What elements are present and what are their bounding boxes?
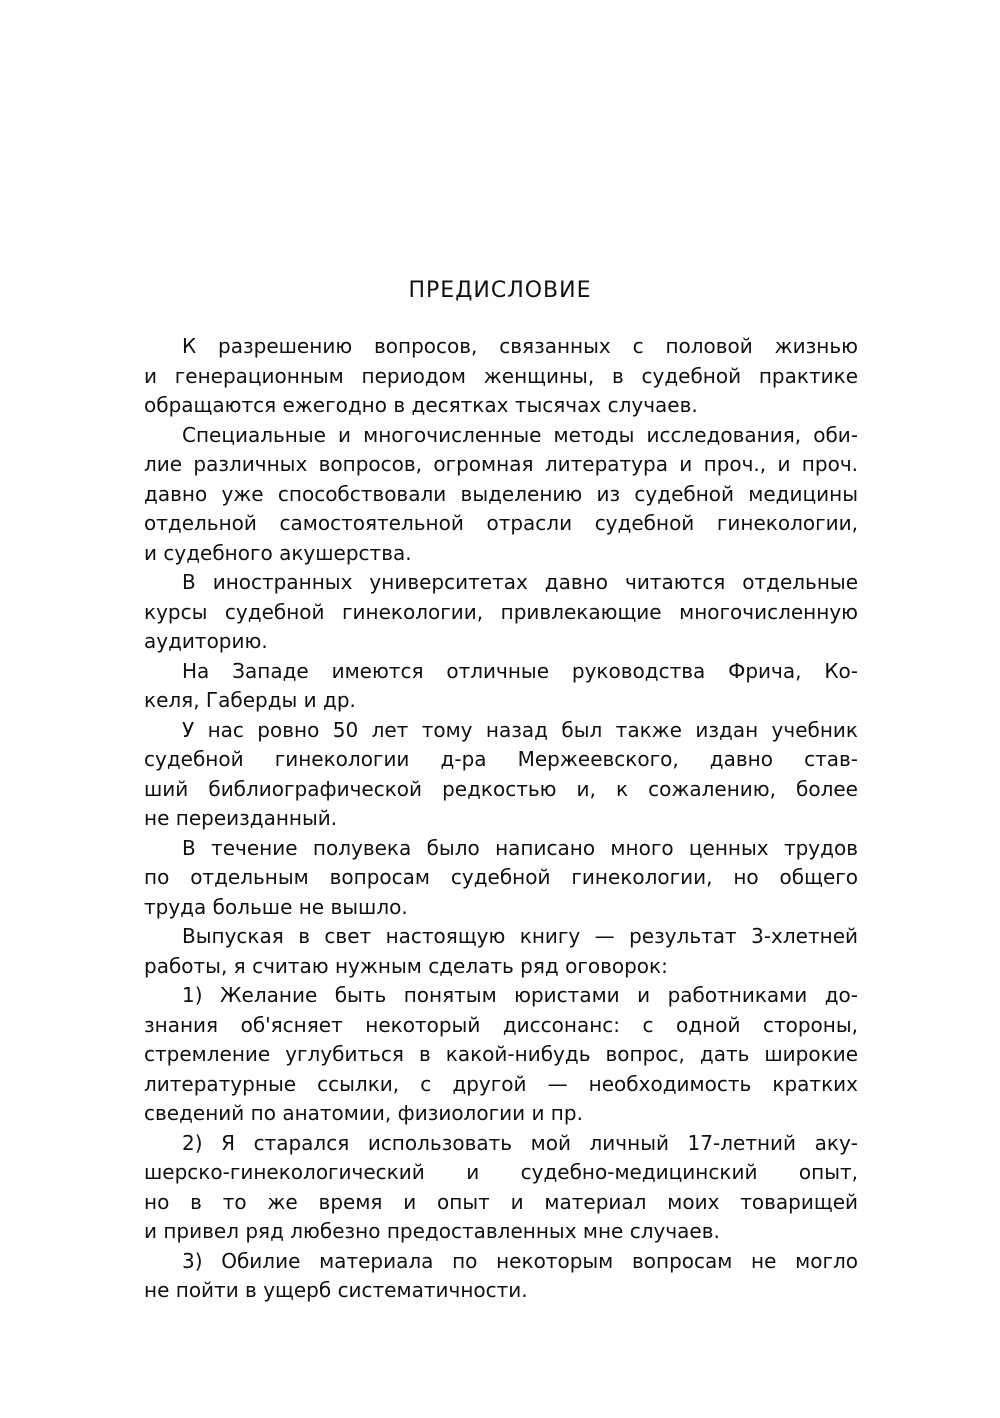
paragraph-10: [144, 1247, 858, 1306]
text-line: К разрешению вопросов, связанных с половой жизнью: [182, 334, 858, 358]
text-line: и судебного акушерства.: [144, 540, 412, 565]
text-line: не пойти в ущерб систематичности.: [144, 1278, 528, 1302]
text-line: стремление углубиться в какой-нибудь вопрос, дать широкие: [144, 1042, 858, 1066]
paragraph-2: [144, 421, 858, 569]
text-line: обращаются ежегодно в десятках тысячах случаев.: [144, 393, 698, 417]
paragraph-4: [144, 657, 858, 716]
text-line: 3) Обилие материала по некоторым вопросам не могло: [182, 1248, 858, 1273]
text-line: давно уже способствовали выделению из судебной медицины: [144, 481, 858, 506]
text-line: но в то же время и опыт и материал моих товарищей: [144, 1189, 858, 1214]
text-line: труда больше не вышло.: [144, 894, 408, 919]
text-line: шерско-гинекологический и судебно-медицинский опыт,: [144, 1160, 858, 1184]
text-line: Специальные и многочисленные методы исследования, оби-: [182, 422, 858, 447]
paragraph-6: [144, 834, 858, 923]
text-line: На Западе имеются отличные руководства Фрича, Ко-: [182, 658, 858, 683]
text-line: Выпуская в свет настоящую книгу — результат 3-хлетней: [182, 924, 858, 948]
text-line: не переизданный.: [144, 806, 338, 830]
paragraph-3: [144, 568, 858, 657]
text-line: курсы судебной гинекологии, привлекающие многочисленную: [144, 599, 858, 624]
text-line: и привел ряд любезно предоставленных мне случаев.: [144, 1219, 720, 1243]
preface-text: [144, 332, 858, 1306]
text-line: лие различных вопросов, огромная литература и проч., и проч.: [144, 452, 858, 476]
text-line: литературные ссылки, с другой — необходимость кратких: [144, 1071, 858, 1096]
text-line: сведений по анатомии, физиологии и пр.: [144, 1101, 583, 1125]
paragraph-5: [144, 716, 858, 834]
text-line: судебной гинекологии д-ра Мержеевского, давно став-: [144, 747, 858, 771]
text-line: и генерационным периодом женщины, в судебной практике: [144, 363, 858, 388]
paragraph-8: [144, 981, 858, 1129]
text-line: по отдельным вопросам судебной гинекологии, но общего: [144, 865, 858, 889]
text-line: ший библиографической редкостью и, к сожалению, более: [144, 776, 858, 801]
paragraph-1: [144, 332, 858, 421]
paragraph-9: [144, 1129, 858, 1247]
text-line: работы, я считаю нужным сделать ряд оговорок:: [144, 953, 668, 978]
text-line: 2) Я старался использовать мой личный 17-летний аку-: [182, 1130, 858, 1155]
text-line: В течение полувека было написано много ценных трудов: [182, 835, 858, 860]
text-line: знания об'ясняет некоторый диссонанс: с одной стороны,: [144, 1012, 858, 1037]
text-line: В иностранных университетах давно читаются отдельные: [182, 570, 858, 594]
text-line: аудиторию.: [144, 629, 268, 653]
text-line: келя, Габерды и др.: [144, 688, 356, 712]
page-title: ПРЕДИСЛОВИЕ: [408, 278, 592, 303]
paragraph-7: [144, 922, 858, 981]
text-line: отдельной самостоятельной отрасли судебной гинекологии,: [144, 511, 858, 535]
text-line: 1) Желание быть понятым юристами и работниками до-: [182, 983, 858, 1007]
text-line: У нас ровно 50 лет тому назад был также издан учебник: [182, 717, 858, 742]
